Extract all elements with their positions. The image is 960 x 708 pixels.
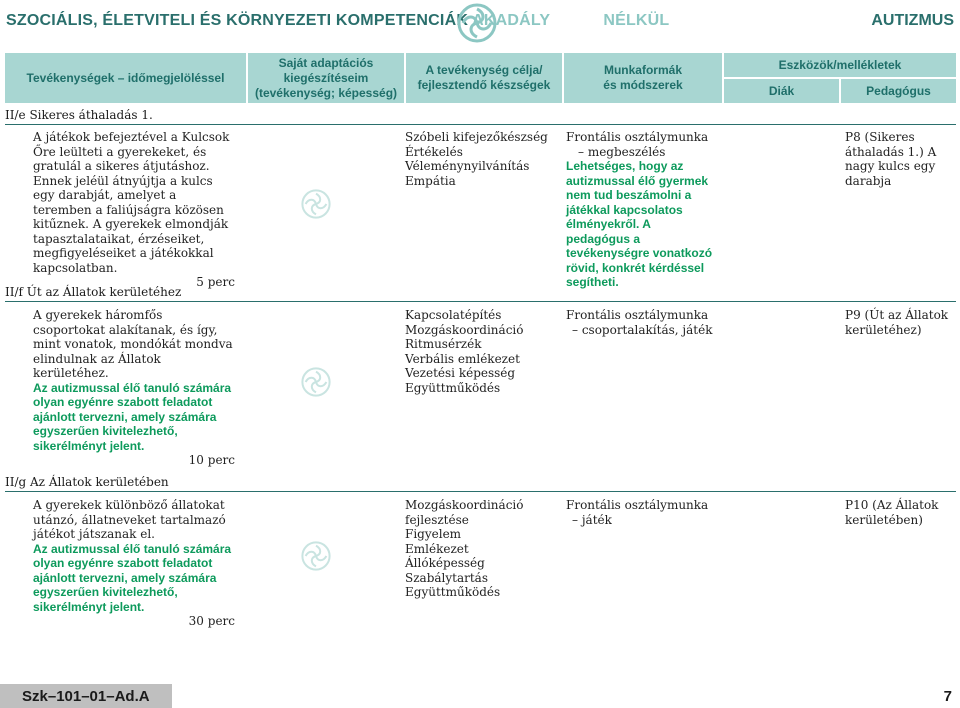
top-header — [0, 0, 960, 44]
note-green: Lehetséges, hogy az autizmussal élő gyermek nem tud beszámolni a játékkal kapcsolatos élményekről. A pedagógus a tevékenységre vonatkozó rövid, konkrét kérdéssel segítheti. — [566, 159, 713, 289]
table-header — [5, 53, 956, 103]
section-divider — [5, 491, 956, 492]
tools-teacher-text: P10 (Az Állatok kerületében) — [845, 498, 939, 527]
methods-text: Frontális osztálymunka – csoportalakítás, játék — [566, 308, 713, 337]
col-adaptations: Saját adaptációs kiegészítéseim (tevékenység; képesség) — [248, 53, 404, 103]
section-label: II/f Út az Állatok kerületéhez — [5, 285, 182, 299]
goals-list: Kapcsolatépítés Mozgáskoordináció Ritmusérzék Verbális emlékezet Vezetési képesség Együttműködés — [405, 308, 524, 395]
tools-teacher-text: P9 (Út az Állatok kerületéhez) — [845, 308, 949, 337]
note-green: Az autizmussal élő tanuló számára olyan egyénre szabott feladatot ajánlott tervezni, amely számára egyszerűen kivitelezhető, sikerélményt jelent. — [33, 380, 232, 453]
col-goals: A tevékenység célja/ fejlesztendő készségek — [406, 53, 562, 103]
swirl-logo-icon — [300, 366, 332, 398]
goals-list: Szóbeli kifejezőkészség Értékelés Véleménynyilvánítás Empátia — [405, 130, 548, 188]
col-activities: Tevékenységek – időmegjelöléssel — [5, 53, 246, 103]
note-green: Az autizmussal élő tanuló számára olyan egyénre szabott feladatot ajánlott tervezni, amely számára egyszerűen kivitelezhető, sikerélményt jelent. — [33, 541, 232, 614]
activity-text: A gyerekek különböző állatokat utánzó, állatneveket tartalmazó játékot játszanak el. Az autizmussal élő tanuló számára olyan egyénre szabott feladatot ajánlott tervezni, amely számára egyszerűen kivitelezhető, sikerélményt jelent. 30 perc — [33, 498, 235, 628]
col-tools: Eszközök/mellékletek — [724, 53, 956, 77]
header-right-label: AUTIZMUS — [871, 12, 954, 29]
methods-text: Frontális osztálymunka – játék — [566, 498, 709, 527]
section-divider — [5, 301, 956, 302]
col-tools-student: Diák — [724, 79, 839, 103]
activity-text: A gyerekek háromfős csoportokat alakítanak, és így, mint vonatok, mondókát mondva elindulnak az Állatok kerületéhez. Az autizmussal élő tanuló számára olyan egyénre szabott feladatot ajánlott tervezni, amely számára egyszerűen kivitelezhető, sikerélményt jelent. 10 perc — [33, 308, 235, 467]
section-divider — [5, 124, 956, 125]
col-tools-teacher: Pedagógus — [841, 79, 956, 103]
tools-teacher-text: P8 (Sikeres áthaladás 1.) A nagy kulcs egy darabja — [845, 130, 937, 188]
section-label: II/e Sikeres áthaladás 1. — [5, 108, 153, 122]
time-label: 30 perc — [188, 614, 235, 628]
page-number: 7 — [943, 688, 952, 705]
time-label: 5 perc — [196, 275, 235, 289]
col-methods: Munkaformák és módszerek — [564, 53, 722, 103]
activity-text: A játékok befejeztével a Kulcsok Őre leülteti a gyerekeket, és gratulál a sikeres átjutáshoz. Ennek jeléül átnyújtja a kulcs egy darabját, amelyet a teremben a faliújságra közösen kitűznek. A gyerekek elmondják tapasztalataikat, érzéseiket, megfigyeléseiket a játékokkal kapcsolatban. 5 perc — [33, 130, 235, 289]
methods-text: Frontális osztálymunka – megbeszélés Lehetséges, hogy az autizmussal élő gyermek nem tud beszámolni a játékkal kapcsolatos élményekről. A pedagógus a tevékenységre vonatkozó rövid, konkrét kérdéssel segítheti. — [566, 130, 716, 290]
header-title: SZOCIÁLIS, ÉLETVITELI ÉS KÖRNYEZETI KOMPETENCIÁK AKADÁLY NÉLKÜL — [6, 12, 670, 29]
swirl-logo-icon — [300, 540, 332, 572]
footer-code: Szk–101–01–Ad.A — [22, 688, 150, 705]
goals-list: Mozgáskoordináció fejlesztése Figyelem Emlékezet Állóképesség Szabálytartás Együttműködés — [405, 498, 524, 599]
swirl-logo-icon — [300, 188, 332, 220]
section-label: II/g Az Állatok kerületében — [5, 475, 169, 489]
time-label: 10 perc — [188, 453, 235, 467]
swirl-logo-icon — [457, 3, 497, 43]
